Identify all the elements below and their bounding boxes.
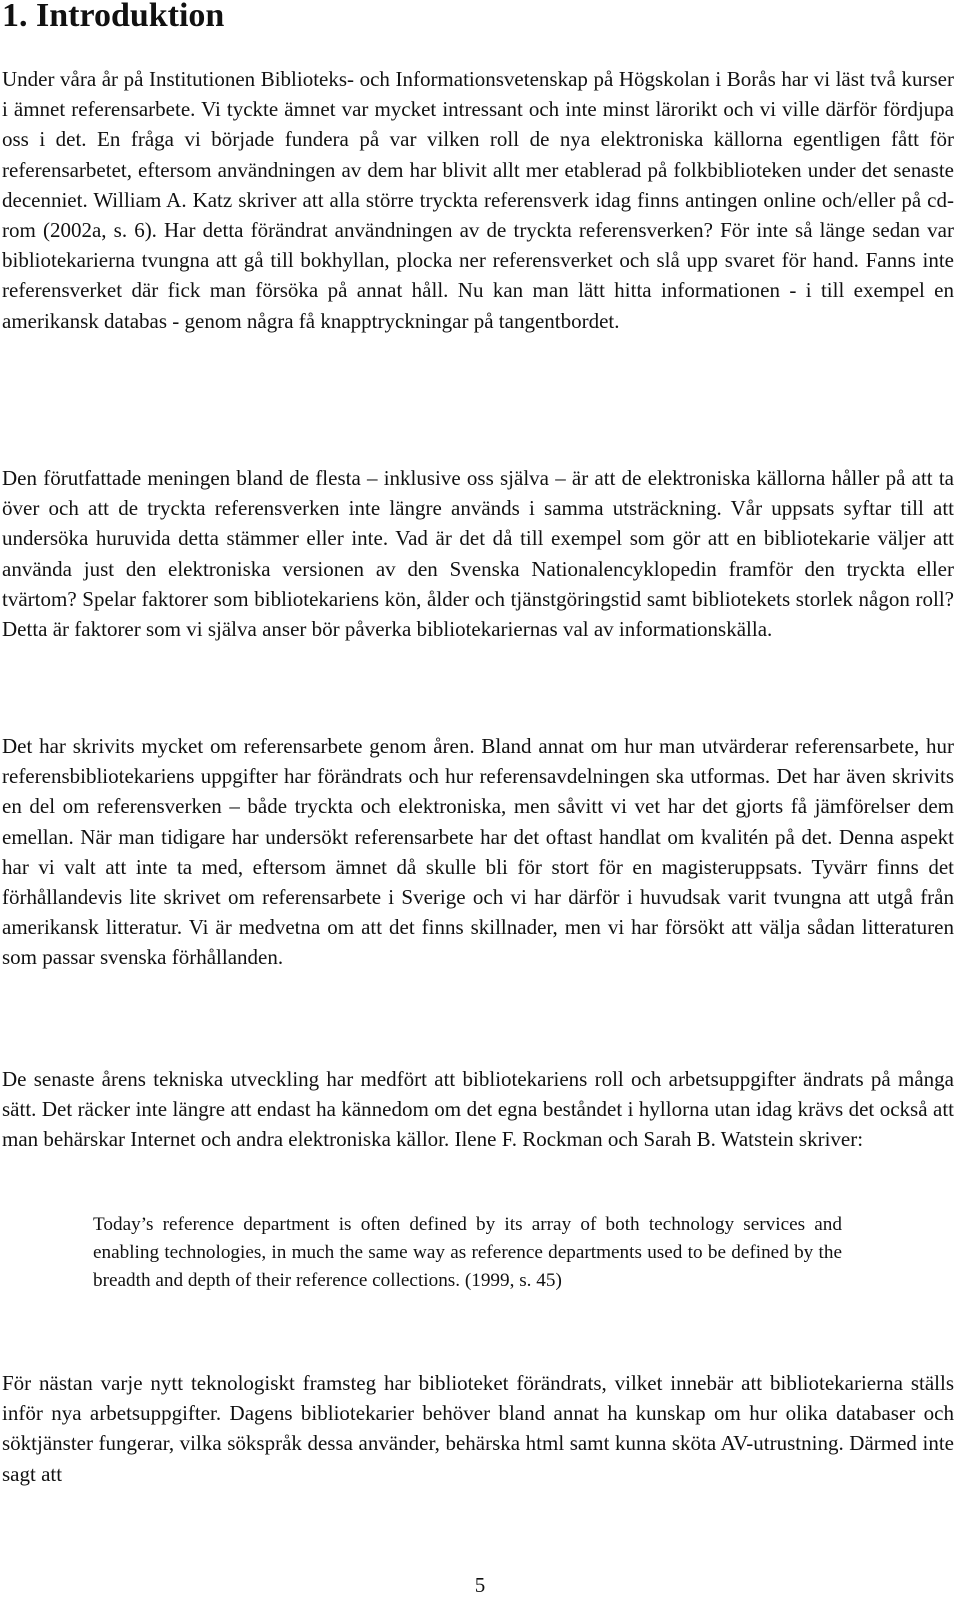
page-number: 5	[474, 1573, 486, 1597]
paragraph-technological-progress: För nästan varje nytt teknologiskt framsteg har biblioteket förändrats, vilket innebär att bibliotekarierna ställs inför nya arbetsuppgifter. Dagens bibliotekarier behöver bland annat ha kunskap om hur olika databaser och söktjänster fungerar, vilka sökspråk dessa använder, behärska html samt kunna sköta AV-utrustning. Därmed inte sagt att	[2, 1371, 954, 1486]
paragraph-literature: Det har skrivits mycket om referensarbete genom åren. Bland annat om hur man utvärderar referensarbete, hur referensbibliotekariens uppgifter har förändrats och hur referensavdelningen ska utformas. Det har även skrivits en del om referensverken – både tryckta och elektroniska, men såvitt vi vet har det gjorts få jämförelser dem emellan. När man tidigare har undersökt referensarbete har det oftast handlat om kvalitén på det. Denna aspekt har vi valt att inte ta med, eftersom ämnet då skulle bli för stort för en magisteruppsats. Tyvärr finns det förhållandevis lite skrivet om referensarbete i Sverige och vi har därför i huvudsak varit tvungna att utgå från amerikansk litteratur. Vi är medvetna om att det finns skillnader, men vi har försökt att välja sådan litteraturen som passar svenska förhållanden.	[2, 734, 954, 970]
paragraph-introduction: Under våra år på Institutionen Biblioteks- och Informationsvetenskap på Högskolan i Borås har vi läst två kurser i ämnet referensarbete. Vi tyckte ämnet var mycket intressant och inte minst lärorikt och vi ville därför fördjupa oss i det. En fråga vi började fundera på var vilken roll de nya elektroniska källorna egentligen fått för referensarbetet, eftersom användningen av dem har blivit allt mer etablerad på folkbiblioteken under det senaste decenniet. William A. Katz skriver att alla större tryckta referensverk idag finns antingen online och/eller på cd-rom (2002a, s. 6). Har detta förändrat användningen av de tryckta referensverken? För inte så länge sedan var bibliotekarierna tvungna att gå till bokhyllan, plocka ner referensverket och slå upp svaret för hand. Fanns inte referensverket där fick man försöka på annat håll. Nu kan man lätt hitta informationen - i till exempel en amerikansk databas - genom några få knapptryckningar på tangentbordet.	[2, 67, 954, 333]
paragraph-preconception: Den förutfattade meningen bland de flesta – inklusive oss själva – är att de elektroniska källorna håller på att ta över och att de tryckta referensverken inte längre används i samma utsträckning. Vår uppsats syftar till att undersöka huruvida detta stämmer eller inte. Vad är det då till exempel som gör att en bibliotekarie väljer att använda just den elektroniska versionen av den Svenska Nationalencyklopedin framför den tryckta eller tvärtom? Spelar faktorer som bibliotekariens kön, ålder och tjänstgöringstid samt bibliotekets storlek någon roll? Detta är faktorer som vi själva anser bör påverka bibliotekariernas val av informationskälla.	[2, 466, 954, 642]
section-heading: 1. Introduktion	[2, 0, 225, 34]
paragraph-technical-development: De senaste årens tekniska utveckling har medfört att bibliotekariens roll och arbetsuppgifter ändrats på många sätt. Det räcker inte längre att endast ha kännedom om det egna beståndet i hyllorna utan idag krävs det också att man behärskar Internet och andra elektroniska källor. Ilene F. Rockman och Sarah B. Watstein skriver:	[2, 1067, 954, 1152]
block-quote: Today’s reference department is often defined by its array of both technology services and enabling technologies, in much the same way as reference departments used to be defined by the breadth and depth of their reference collections. (1999, s. 45)	[93, 1214, 842, 1291]
